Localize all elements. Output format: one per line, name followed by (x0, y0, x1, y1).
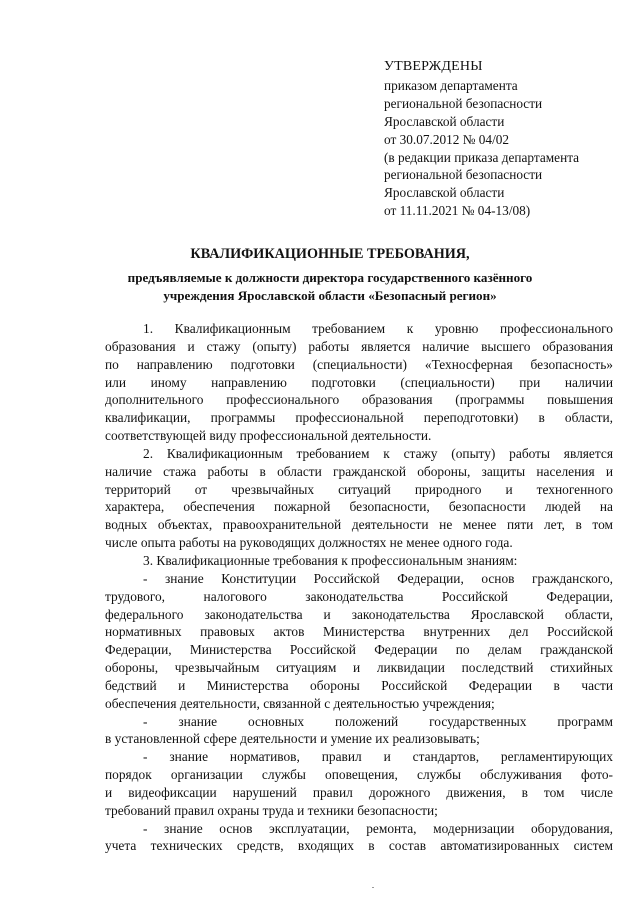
body-text-line: - знание Конституции Российской Федерации, основ гражданского, (143, 570, 613, 586)
body-text-line: требований правил охраны труда и техники безопасности; (105, 802, 438, 818)
body-text-line: нормативных правовых актов Министерства внутренних дел Российской (105, 624, 613, 640)
body-text-line: или иному направлению подготовки (специальности) при наличии (105, 374, 613, 390)
approval-line: (в редакции приказа департамента (384, 149, 580, 165)
body-text-line: 2. Квалификационным требованием к стажу (опыту) работы является (143, 445, 613, 461)
document-subtitle-line-1: предъявляемые к должности директора государственного казённого (127, 270, 533, 285)
body-text-line: 1. Квалификационным требованием к уровню профессионального (143, 321, 613, 336)
body-text-line: характера, обеспечения пожарной безопасности, безопасности людей на (105, 499, 613, 515)
body-text-line: водных объектах, правоохранительной деятельности не менее пяти лет, в том (105, 517, 613, 533)
body-text-line: - знание нормативов, правил и стандартов, регламентирующих (143, 749, 613, 765)
body-text-line: Федерации, Министерства Российской Федерации по делам гражданской (105, 642, 613, 658)
approval-line: приказом департамента (384, 77, 518, 93)
body-text-line: в установленной сфере деятельности и умение их реализовывать; (105, 731, 480, 747)
body-text-line: квалификации, программы профессиональной переподготовки) в области, (105, 410, 613, 426)
approval-block (384, 58, 634, 220)
page-speck (372, 887, 374, 888)
document-subtitle-line-2: учреждения Ярославской области «Безопасный регион» (163, 288, 497, 303)
body-text-line: соответствующей виду профессиональной деятельности. (105, 428, 432, 444)
approval-line: Ярославской области (384, 113, 505, 129)
body-text-line: числе опыта работы на руководящих должностях не менее одного года. (105, 535, 513, 551)
body-text-line: - знание основных положений государственных программ (143, 713, 613, 729)
approval-line: от 30.07.2012 № 04/02 (384, 131, 510, 147)
document-body (105, 320, 613, 855)
approval-line: Ярославской области (384, 185, 505, 201)
body-text-line: федерального законодательства и законодательства Ярославской области, (105, 606, 613, 622)
body-text-line: трудового, налогового законодательства Российской Федерации, (105, 588, 613, 604)
document-heading (100, 245, 560, 305)
body-text-line: и видеофиксации нарушений правил дорожного движения, в том числе (105, 784, 613, 800)
approval-line: региональной безопасности (384, 167, 543, 183)
body-text-line: учета технических средств, входящих в состав автоматизированных систем (105, 838, 613, 854)
body-text-line: обеспечения деятельности, связанной с деятельностью учреждения; (105, 695, 495, 711)
body-text-line: обороны, чрезвычайным ситуациям и ликвидации последствий стихийных (105, 660, 613, 676)
body-text-line: по направлению подготовки (специальности) «Техносферная безопасность» (105, 356, 613, 372)
approval-line: региональной безопасности (384, 95, 543, 111)
approval-line: от 11.11.2021 № 04-13/08) (384, 203, 531, 219)
approval-stamp: УТВЕРЖДЕНЫ (384, 59, 483, 74)
body-text-line: дополнительного профессионального образования (программы повышения (105, 392, 613, 408)
body-text-line: 3. Квалификационные требования к профессиональным знаниям: (143, 552, 518, 568)
document-title: КВАЛИФИКАЦИОННЫЕ ТРЕБОВАНИЯ, (190, 246, 470, 262)
body-text-line: наличие стажа работы в области гражданской обороны, защиты населения и (105, 463, 613, 479)
body-text-line: - знание основ эксплуатации, ремонта, модернизации оборудования, (143, 820, 613, 836)
body-text-line: бедствий и Министерства обороны Российской Федерации в части (105, 677, 613, 693)
body-text-line: порядок организации службы оповещения, службы обслуживания фото- (105, 767, 613, 783)
body-text-line: территорий от чрезвычайных ситуаций природного и техногенного (105, 481, 613, 497)
body-text-line: образования и стажу (опыту) работы является наличие высшего образования (105, 338, 613, 354)
